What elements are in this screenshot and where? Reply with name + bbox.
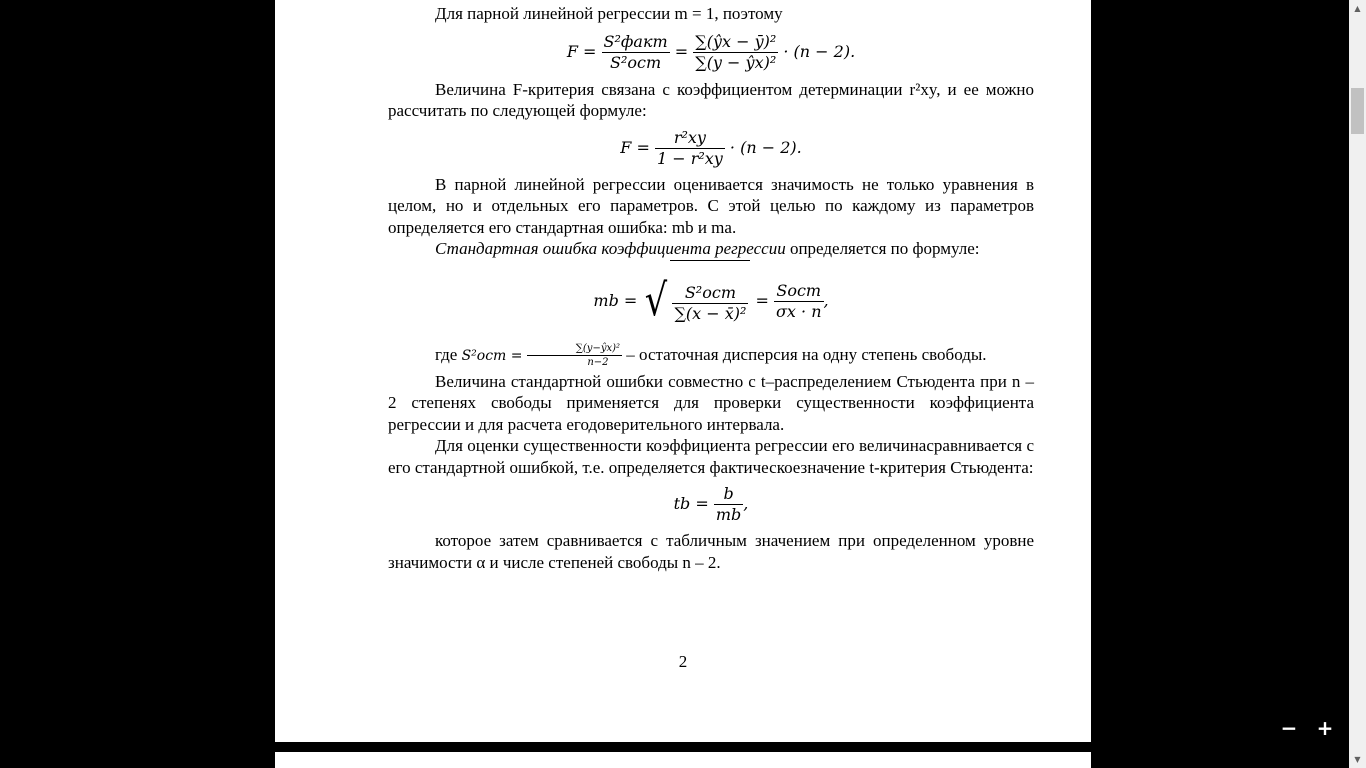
- page-number: 2: [678, 652, 688, 671]
- numerator: Sост: [774, 281, 824, 302]
- formula-tail: · (n − 2).: [729, 137, 802, 157]
- formula-lhs: S²ост =: [461, 347, 523, 364]
- fraction: [672, 283, 748, 324]
- numerator: b: [714, 484, 743, 505]
- paragraph-2: Величина F-критерия связана с коэффициентом детерминации r²xy, и ее можно рассчитать по следующей формуле:: [388, 79, 1034, 120]
- denominator: n−2: [587, 357, 609, 369]
- paragraph-3: В парной линейной регрессии оценивается значимость не только уравнения в целом, но и отдельных его параметров. С этой целью по каждому из параметров определяется его стандартная ошибка: mb и ma.: [388, 174, 1034, 237]
- italic-term: Стандартная ошибка коэффициента регрессии: [435, 239, 786, 258]
- denominator: mb: [715, 505, 742, 524]
- formula-lhs: F =: [566, 41, 597, 61]
- fraction: [693, 32, 778, 73]
- zoom-in-button[interactable]: +: [1316, 716, 1334, 740]
- formula-tail: ,: [743, 494, 749, 513]
- fraction: [774, 281, 824, 322]
- numerator: ∑(y−ŷx)²: [527, 342, 622, 356]
- sqrt-sign: √: [645, 275, 668, 326]
- zoom-out-button[interactable]: −: [1280, 716, 1298, 740]
- scroll-up-icon[interactable]: ▲: [1354, 4, 1361, 13]
- formula-lhs: mb =: [593, 290, 638, 310]
- denominator: σx · n: [775, 301, 822, 321]
- paragraph-1: Для парной линейной регрессии m = 1, поэтому: [435, 4, 783, 23]
- formula-f-r2: [388, 122, 1034, 174]
- fraction: [527, 342, 622, 369]
- sqrt-body: [670, 260, 750, 343]
- paragraph-5: [388, 340, 1034, 371]
- denominator: ∑(y − ŷx)²: [695, 52, 777, 72]
- denominator: ∑(x − x̄)²: [674, 303, 747, 323]
- formula-f-fact: F = $\frac{\text{S²факт}}{\text{S²ост}}$ = $\frac{\text{∑(ŷx − ȳ)²}}{\text{∑(y − ŷx)²}}$ · (n − 2).: [566, 31, 856, 72]
- fraction: [602, 32, 670, 73]
- paragraph-7: Для оценки существенности коэффициента регрессии его величинасравнивается с его стандартной ошибкой, т.е. определяется фактическоезначение t-критерия Стьюдента:: [388, 436, 1034, 477]
- numerator: S²факт: [603, 31, 668, 51]
- fraction: [655, 128, 725, 169]
- numerator: r²xy: [655, 128, 725, 149]
- paragraph-4-rest: определяется по формуле:: [785, 239, 980, 258]
- numerator: ∑(ŷx − ȳ)²: [695, 31, 777, 51]
- next-page: [275, 752, 1091, 768]
- formula-tb: [388, 478, 1034, 530]
- vertical-scrollbar[interactable]: [1349, 0, 1366, 768]
- formula-tail: · (n − 2).: [783, 41, 856, 61]
- document-page: [275, 0, 1091, 742]
- formula-lhs: tb =: [673, 494, 709, 513]
- formula-tail: ,: [823, 290, 829, 310]
- paragraph-6: Величина стандартной ошибки совместно с t–распределением Стьюдента при n – 2 степенях свободы применяется для проверки существенности коэффициента регрессии и для расчета егодоверительного интервала.: [388, 371, 1034, 434]
- numerator: S²ост: [672, 283, 748, 304]
- denominator: 1 − r²xy: [656, 148, 723, 168]
- paragraph-5-suffix: – остаточная дисперсия на одну степень свободы.: [622, 344, 987, 364]
- scroll-down-icon[interactable]: ▼: [1354, 755, 1361, 764]
- paragraph-5-prefix: где: [435, 344, 462, 364]
- denominator: S²ост: [610, 52, 662, 72]
- page-content: [388, 3, 1034, 573]
- scrollbar-thumb[interactable]: [1351, 88, 1364, 134]
- fraction: [714, 484, 743, 525]
- paragraph-4: [388, 238, 1034, 260]
- formula-lhs: F =: [620, 137, 650, 157]
- paragraph-8: которое затем сравнивается с табличным значением при определенном уровне значимости α и числе степеней свободы n – 2.: [388, 531, 1034, 572]
- formula-mb: mb = √ $\frac{\text{S²ост}}{\text{∑(x − x̄)²}}$ = $\frac{\text{Sост}}{\sigma x \cdot n}$ ,: [388, 260, 1034, 340]
